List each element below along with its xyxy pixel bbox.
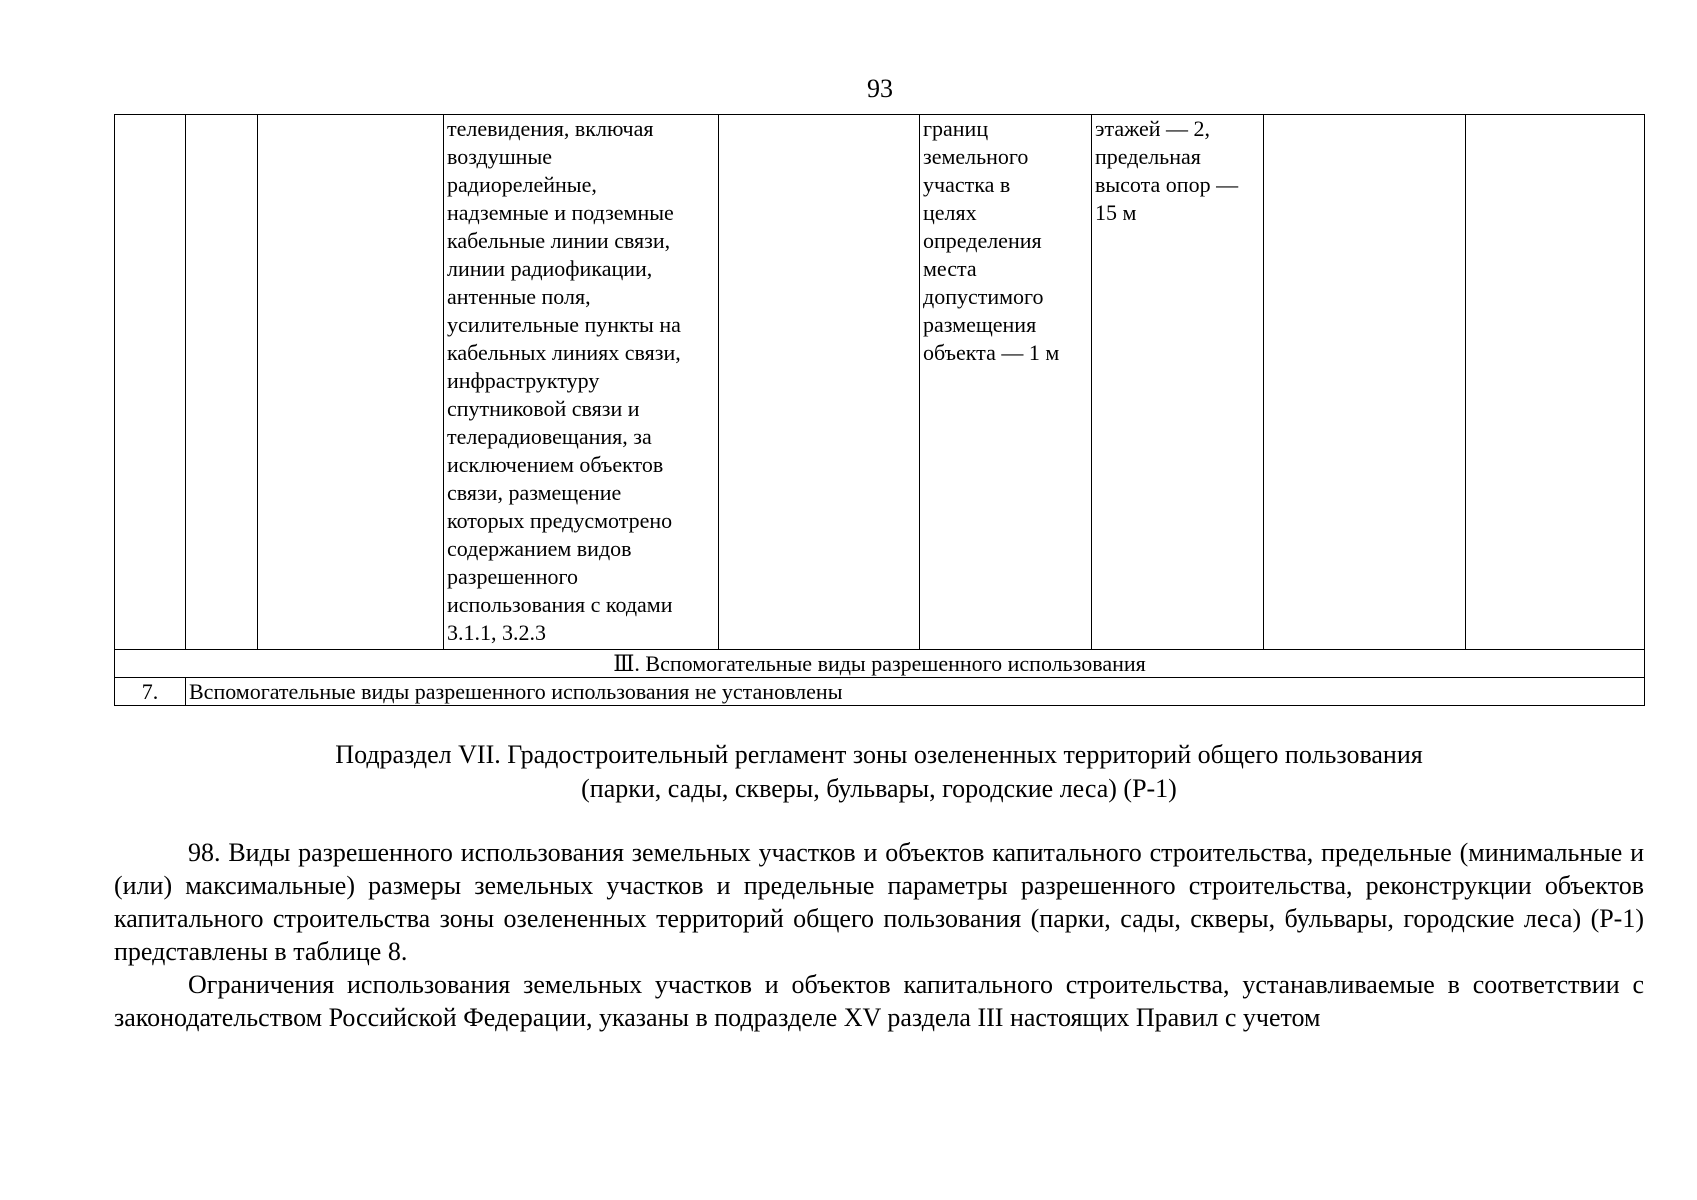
subsection-title-line1: Подраздел VII. Градостроительный регламент зоны озелененных территорий общего пользования xyxy=(335,740,1423,769)
row-text: Вспомогательные виды разрешенного использования не установлены xyxy=(186,678,1645,706)
row-number: 7. xyxy=(115,678,186,706)
table-row xyxy=(115,115,1645,650)
section-heading: Ⅲ. Вспомогательные виды разрешенного использования xyxy=(115,650,1645,678)
table-cell xyxy=(1264,115,1466,650)
table-cell xyxy=(186,115,258,650)
regulation-table xyxy=(114,114,1645,706)
paragraph: 98. Виды разрешенного использования земельных участков и объектов капитального строительства, предельные (минимальные и (или) максимальные) размеры земельных участков и предельные параметры разрешенного строительства, реконструкции объектов капитального строительства зоны озелененных территорий общего пользования (парки, сады, скверы, бульвары, городские леса) (Р-1) представлены в таблице 8. xyxy=(114,838,1644,966)
table-cell-height: этажей — 2, предельная высота опор — 15 м xyxy=(1092,115,1264,650)
table-row xyxy=(115,678,1645,706)
table-section-row xyxy=(115,650,1645,678)
subsection-title-line2: (парки, сады, скверы, бульвары, городские леса) (Р-1) xyxy=(581,774,1177,803)
table-cell xyxy=(1466,115,1645,650)
table-cell-description: телевидения, включая воздушные радиорелейные, надземные и подземные кабельные линии связи, линии радиофикации, антенные поля, усилительные пункты на кабельных линиях связи, инфраструктуру спутниковой связи и телерадиовещания, за исключением объектов связи, размещение которых предусмотрено содержанием видов разрешенного использования с кодами 3.1.1, 3.2.3 xyxy=(444,115,719,650)
table-cell xyxy=(258,115,444,650)
table-cell-setback: границ земельного участка в целях определения места допустимого размещения объекта — 1 м xyxy=(920,115,1092,650)
subsection-title xyxy=(114,738,1644,806)
body-text xyxy=(114,836,1644,1034)
table-cell xyxy=(115,115,186,650)
paragraph: Ограничения использования земельных участков и объектов капитального строительства, устанавливаемые в соответствии с законодательством Российской Федерации, указаны в подразделе XV раздела III настоящих Правил с учетом xyxy=(114,970,1644,1032)
page-number: 93 xyxy=(867,74,893,103)
table-cell xyxy=(719,115,920,650)
